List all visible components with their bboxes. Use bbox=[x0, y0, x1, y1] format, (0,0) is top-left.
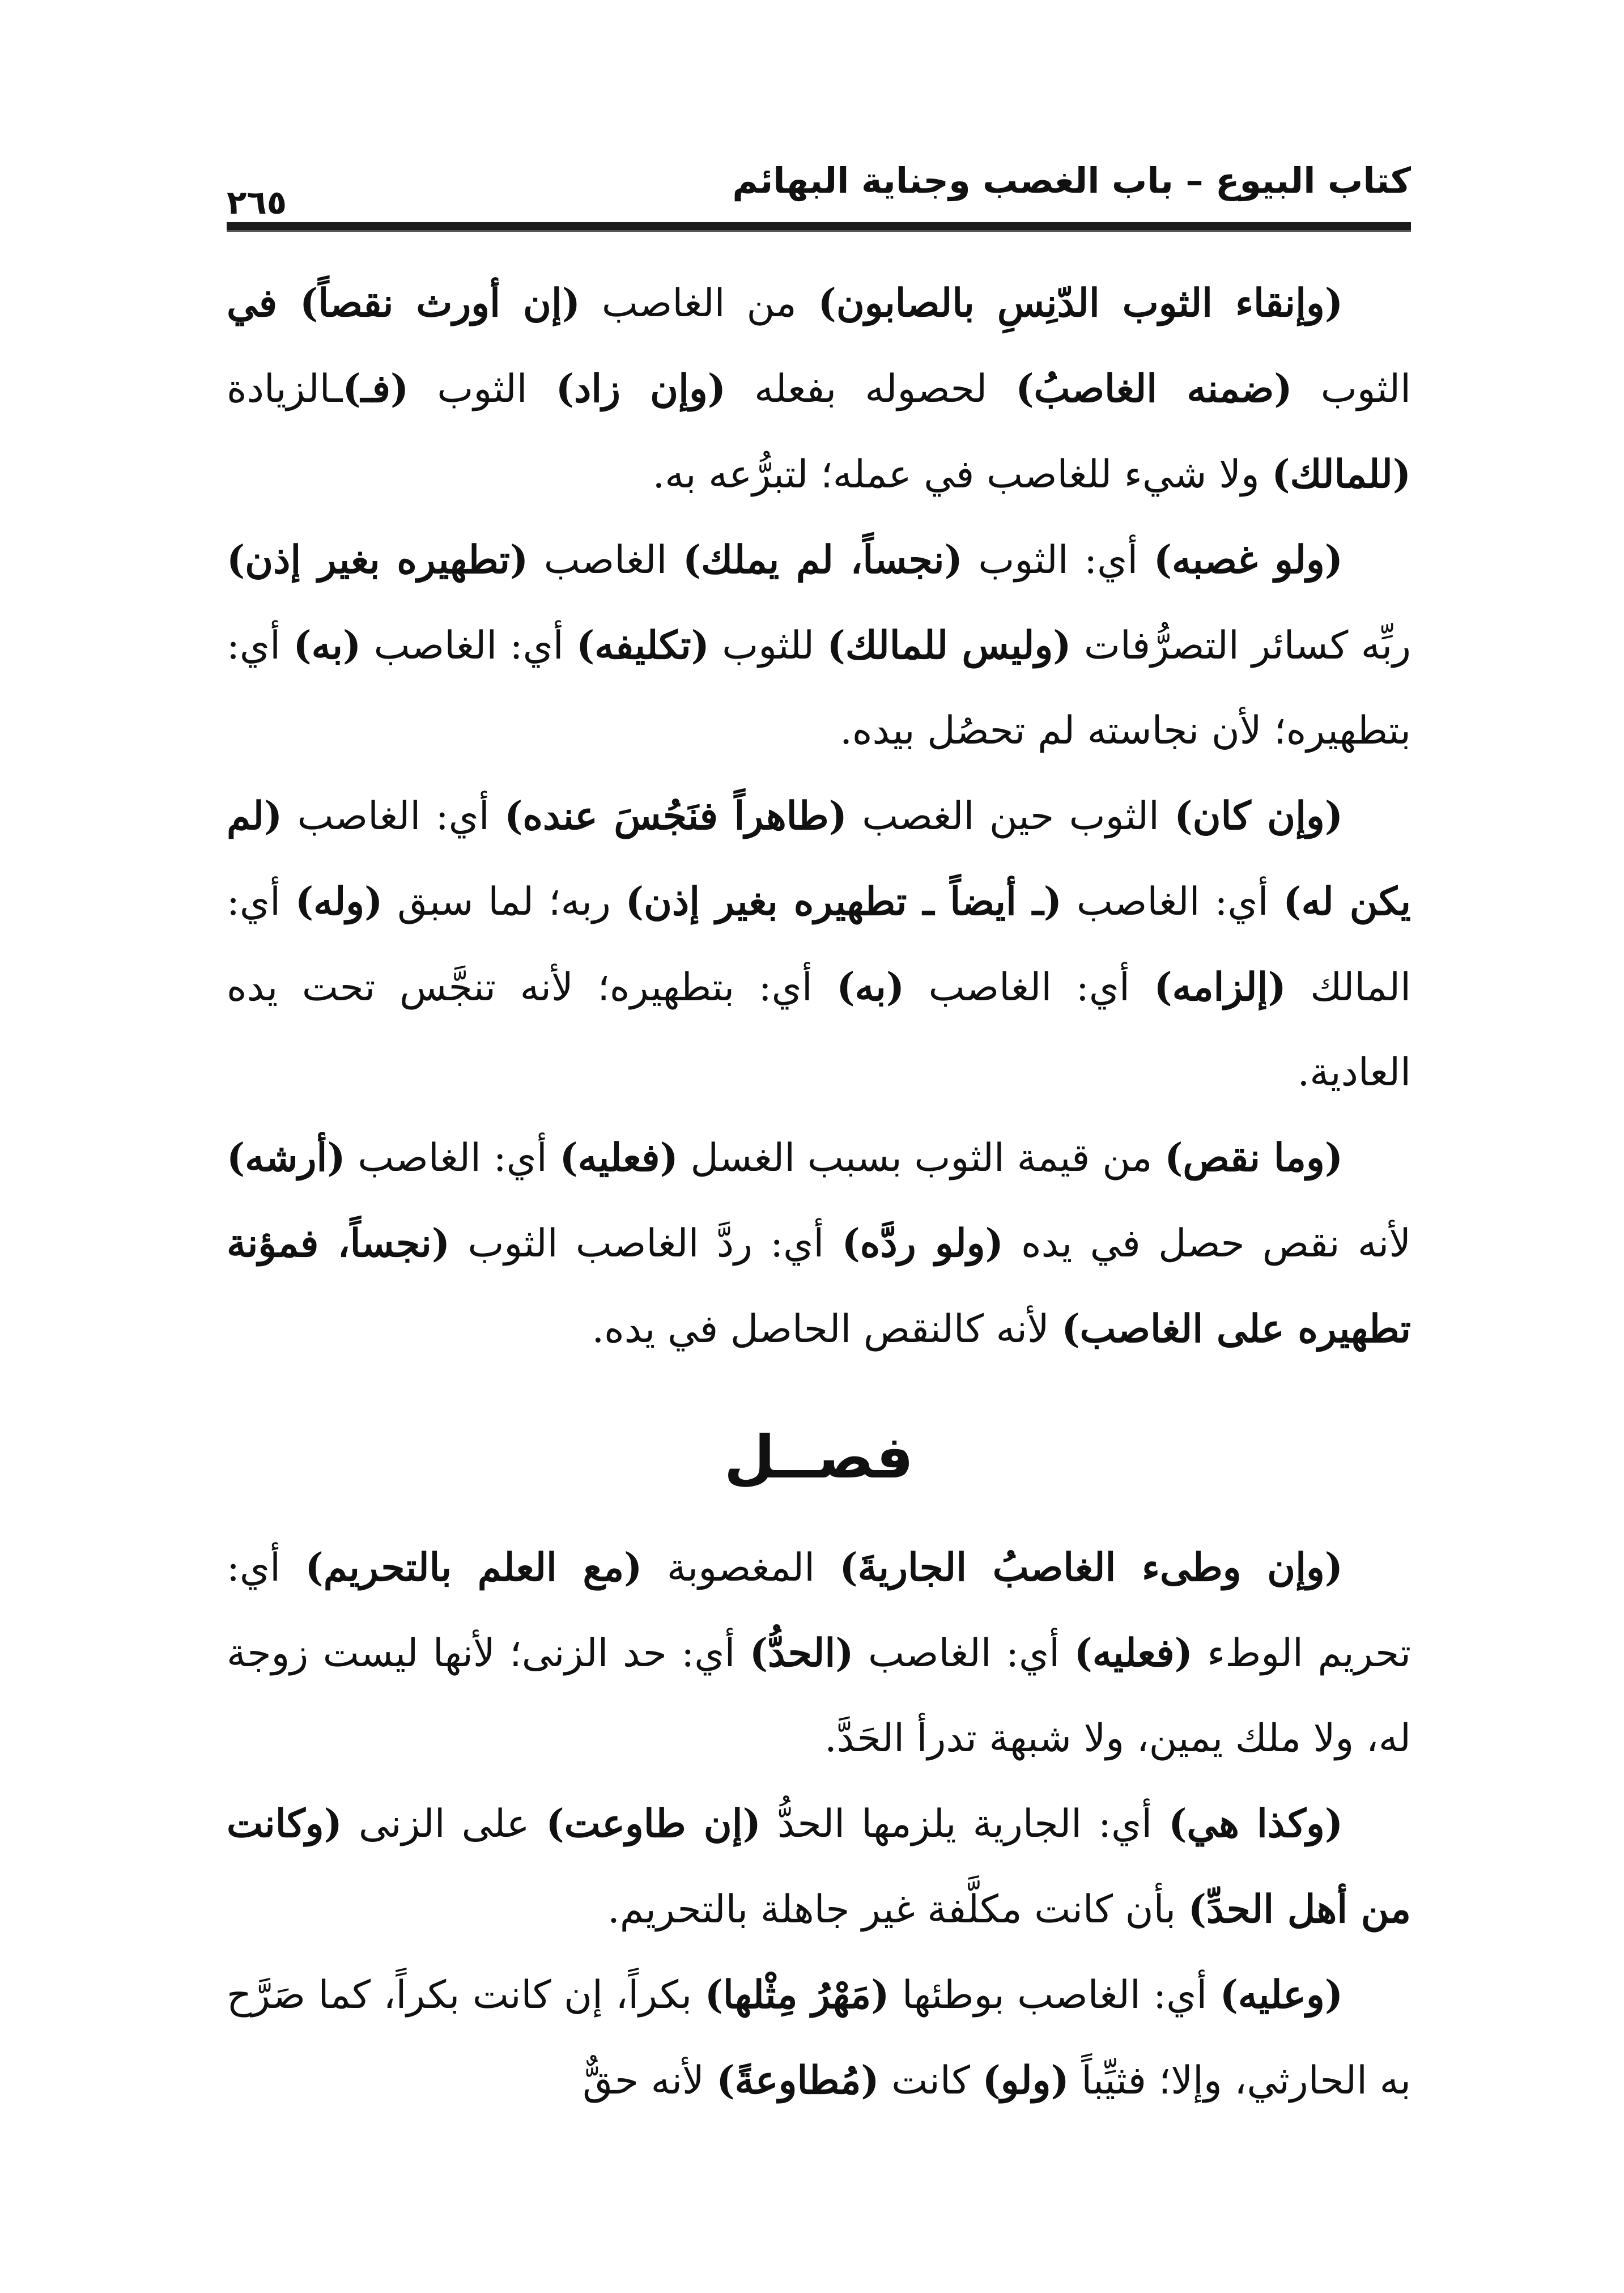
text-run: كانت bbox=[879, 2058, 983, 2103]
text-run: أي: الجارية يلزمها الحدُّ bbox=[760, 1802, 1169, 1846]
text-run: لحصوله بفعله bbox=[725, 367, 1016, 411]
running-title: كتاب البيوع – باب الغصب وجناية البهائم bbox=[732, 160, 1411, 201]
bold-phrase: (فعليه) bbox=[559, 1135, 678, 1181]
text-run: أي: الغاصب بوطئها bbox=[889, 1973, 1220, 2018]
bold-phrase: (تطهيره بغير إذن) bbox=[227, 537, 529, 583]
text-run: للثوب bbox=[709, 623, 827, 668]
bold-phrase: (به) bbox=[836, 965, 905, 1010]
bold-phrase: (تكليفه) bbox=[576, 623, 709, 668]
bold-phrase: (نجساً، لم يملك) bbox=[683, 537, 963, 583]
text-run: أي: حد الزنى؛ لأنها ليست زوجة له، ولا ملك يمين، ولا شبهة تدرأ الحَدَّ. bbox=[227, 1631, 1411, 1761]
bold-phrase: (به) bbox=[293, 623, 362, 668]
text-run: الثوب bbox=[409, 367, 556, 411]
text-run: لأنه حقٌّ bbox=[583, 2058, 717, 2103]
paragraph bbox=[227, 1781, 1411, 1952]
bold-phrase: (للمالك) bbox=[1272, 452, 1411, 497]
text-run: على الزنى bbox=[342, 1802, 546, 1846]
text-run: لأنه كالنقص الحاصل في يده. bbox=[592, 1307, 1062, 1352]
bold-phrase: (وإنقاء الثوب الدّنِسِ بالصابون) bbox=[818, 281, 1343, 326]
header-rule bbox=[227, 222, 1411, 232]
text-run: بكراً، إن كانت بكراً، كما صَرَّح به الحارثي، وإلا؛ فثيِّباً bbox=[227, 1973, 1411, 2103]
text-run: ولا شيء للغاصب في عمله؛ لتبرُّعه به. bbox=[652, 452, 1272, 497]
text-run: بأن كانت مكلَّفة غير جاهلة بالتحريم. bbox=[607, 1887, 1188, 1932]
paragraph bbox=[227, 1952, 1411, 2124]
text-run: الثوب حين الغصب bbox=[847, 794, 1175, 839]
text-run: أي: الثوب bbox=[962, 538, 1154, 583]
text-run: من الغاصب bbox=[580, 281, 818, 326]
paragraph bbox=[227, 1115, 1411, 1372]
bold-phrase: (مع العلم بالتحريم) bbox=[305, 1545, 643, 1590]
text-run: من قيمة الثوب بسبب الغسل bbox=[678, 1136, 1165, 1181]
text-run: أي: بتطهيره؛ لأنه تنجَّس تحت يده العادية. bbox=[227, 965, 1411, 1095]
text-run: أي: الغاصب bbox=[345, 1136, 560, 1181]
text-run: أي: الغاصب bbox=[1061, 880, 1283, 924]
bold-phrase: (فعليه) bbox=[1074, 1630, 1193, 1676]
page-number: ٢٦٥ bbox=[227, 183, 287, 222]
bold-phrase: (وإن زاد) bbox=[555, 366, 726, 411]
bold-phrase: (لم يكن له) bbox=[227, 793, 1411, 924]
text-run: أي: الغاصب bbox=[904, 965, 1154, 1010]
text-run: ـالزيادة bbox=[227, 367, 343, 411]
bold-phrase: (فـ) bbox=[342, 366, 409, 411]
page-header bbox=[227, 153, 1411, 232]
bold-phrase: (أرشه) bbox=[227, 1135, 346, 1181]
bold-phrase: (إن أورث نقصاً) في bbox=[227, 281, 580, 326]
bold-phrase: (ولو) bbox=[982, 2058, 1069, 2103]
bold-phrase: (وكانت من أهل الحدِّ) bbox=[227, 1801, 1411, 1932]
section-heading: فصــل bbox=[724, 1422, 914, 1492]
bold-phrase: (وليس للمالك) bbox=[827, 623, 1072, 668]
bold-phrase: (وإن كان) bbox=[1174, 793, 1343, 839]
bold-phrase: (طاهراً فنَجُسَ عنده) bbox=[504, 793, 847, 839]
text-run: الغاصب bbox=[528, 538, 683, 583]
text-run: ربِّه كسائر التصرُّفات bbox=[1071, 623, 1411, 668]
bold-phrase: (ولو غصبه) bbox=[1153, 537, 1343, 583]
bold-phrase: (مَهْرُ مِثْلها) bbox=[704, 1972, 890, 2018]
paragraph bbox=[227, 261, 1411, 517]
text-run: أي: الغاصب bbox=[853, 1631, 1074, 1676]
text-run: أي: ردَّ الغاصب الثوب bbox=[450, 1221, 842, 1266]
text-run: أي: المالك bbox=[227, 880, 1411, 1010]
paragraphs-before bbox=[227, 261, 1411, 1372]
bold-phrase: (وإن وطىء الغاصبُ الجاريةَ) bbox=[839, 1545, 1343, 1590]
paragraph bbox=[227, 1525, 1411, 1781]
text-run: أي: تحريم الوطء bbox=[227, 1545, 1411, 1676]
bold-phrase: (نجساً، فمؤنة تطهيره على الغاصب) bbox=[227, 1221, 1411, 1352]
text-run: الثوب bbox=[1292, 367, 1411, 411]
bold-phrase: (وله) bbox=[295, 879, 383, 924]
paragraphs-after bbox=[227, 1525, 1411, 2124]
bold-phrase: (ـ أيضاً ـ تطهيره بغير إذن) bbox=[625, 879, 1062, 924]
text-body bbox=[227, 261, 1411, 2124]
bold-phrase: (ولو ردَّه) bbox=[841, 1221, 1004, 1266]
bold-phrase: (الحدُّ) bbox=[749, 1630, 854, 1676]
bold-phrase: (مُطاوعةً) bbox=[716, 2058, 879, 2103]
text-run: أي: الغاصب bbox=[282, 794, 505, 839]
bold-phrase: (إلزامه) bbox=[1154, 965, 1286, 1010]
bold-phrase: (ضمنه الغاصبُ) bbox=[1015, 366, 1293, 411]
text-run: أي: بتطهيره؛ لأن نجاسته لم تحصُل بيده. bbox=[227, 623, 1411, 753]
bold-phrase: (وكذا هي) bbox=[1168, 1801, 1344, 1846]
paragraph bbox=[227, 517, 1411, 774]
text-run: ربه؛ لما سبق bbox=[382, 880, 626, 924]
paragraph bbox=[227, 774, 1411, 1115]
text-run: أي: الغاصب bbox=[361, 623, 577, 668]
bold-phrase: (إن طاوعت) bbox=[546, 1801, 761, 1846]
text-run: المغصوبة bbox=[642, 1545, 840, 1590]
bold-phrase: (وعليه) bbox=[1219, 1972, 1343, 2018]
text-run: لأنه نقص حصل في يده bbox=[1003, 1221, 1411, 1266]
bold-phrase: (وما نقص) bbox=[1164, 1135, 1343, 1181]
